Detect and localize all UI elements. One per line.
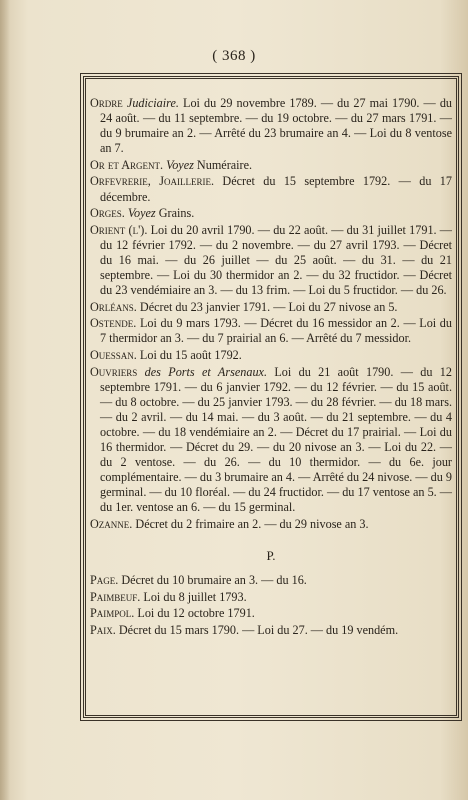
entry-heading bbox=[90, 573, 118, 587]
entry-text: Loi du 8 juillet 1793. bbox=[140, 589, 247, 604]
index-entry bbox=[90, 158, 452, 173]
entry-heading-text: Or et Argent. bbox=[90, 157, 164, 172]
index-entry bbox=[90, 623, 452, 638]
entry-heading bbox=[90, 174, 214, 188]
entry-heading-text: Orléans. bbox=[90, 299, 137, 314]
entry-heading bbox=[90, 348, 137, 362]
index-entry bbox=[90, 174, 452, 204]
index-entry bbox=[90, 573, 452, 588]
entry-heading bbox=[90, 365, 267, 379]
entry-heading-italic: Voyez bbox=[166, 157, 194, 172]
entry-text: Décret du 15 septembre 1792. — du 17 décembre. bbox=[100, 174, 452, 204]
entry-heading bbox=[90, 206, 156, 220]
entry-text: Loi du 21 août 1790. — du 12 septembre 1791. — du 6 janvier 1792. — du 12 février. — du 15 août. — du 8 octobre. — du 25 janvier 1793. — du 28 février. — du 18 mars. — du 2 avril. — du 14 mai. — du 3 août. — du 21 septembre. — du 4 octobre. — du 18 vendémiaire an 2. — Décret du 17 prairial. — Loi du 16 thermidor. — Décret du 29. — du 20 nivose an 3. — Loi du 22. — du 2 ventose. — du 26. — du 10 thermidor. — du 6e. jour complémentaire. — du 3 brumaire an 4. — Arrêté du 24 nivose. — du 9 germinal. — du 10 floréal. — du 24 fructidor. — du 17 ventose an 5. — du 1er. ventose an 6. — du 15 germinal. bbox=[100, 364, 452, 515]
page-gutter-shadow bbox=[0, 0, 10, 800]
entry-heading bbox=[90, 623, 116, 637]
index-entry bbox=[90, 316, 452, 346]
entry-heading-text: Orient (l'). bbox=[90, 222, 148, 237]
index-entry bbox=[90, 223, 452, 298]
entry-heading bbox=[90, 606, 134, 620]
index-entry bbox=[90, 517, 452, 532]
index-entry bbox=[90, 606, 452, 621]
entry-heading-text: Orges. bbox=[90, 206, 125, 221]
entry-heading bbox=[90, 300, 137, 314]
index-entry bbox=[90, 96, 452, 156]
entries-section-o bbox=[90, 96, 452, 532]
entries-section-p bbox=[90, 573, 452, 638]
entry-text: Décret du 10 brumaire an 3. — du 16. bbox=[118, 573, 307, 588]
entry-heading bbox=[90, 590, 140, 604]
entry-heading bbox=[90, 158, 194, 172]
entry-heading-text: Ostende. bbox=[90, 316, 137, 331]
entry-text: Grains. bbox=[155, 206, 195, 221]
section-letter: P. bbox=[266, 548, 276, 564]
entry-heading-text: Ordre bbox=[90, 96, 123, 110]
entry-heading bbox=[90, 96, 179, 110]
entry-text: Décret du 15 mars 1790. — Loi du 27. — du 19 vendém. bbox=[115, 623, 399, 637]
entry-text: Loi du 9 mars 1793. — Décret du 16 messidor an 2. — Loi du 7 thermidor an 3. — du 7 prairial an 6. — Arrêté du 7 messidor. bbox=[100, 316, 452, 346]
entry-heading-italic: Voyez bbox=[127, 206, 156, 221]
index-entry bbox=[90, 300, 452, 315]
entry-heading-italic: des Ports et Arsenaux. bbox=[144, 364, 267, 379]
entry-heading-italic: Judiciaire. bbox=[126, 96, 179, 110]
entry-text: Loi du 29 novembre 1789. — du 27 mai 1790. — du 24 août. — du 11 septembre. — du 19 octobre. — du 27 mars 1791. — du 9 brumaire an 2. — Arrêté du 23 brumaire an 4. — Loi du 8 ventose an 7. bbox=[100, 96, 453, 156]
entry-heading-text: Paix. bbox=[90, 623, 116, 637]
entry-heading-text: Orfevrerie, Joaillerie. bbox=[90, 174, 215, 189]
entry-heading bbox=[90, 223, 147, 237]
index-entry bbox=[90, 365, 452, 516]
index-content bbox=[90, 96, 452, 640]
entry-heading-text: Paimbeuf. bbox=[90, 589, 141, 604]
entry-heading-text: Ozanne. bbox=[90, 517, 133, 532]
index-entry bbox=[90, 590, 452, 605]
entry-text: Numéraire. bbox=[193, 157, 253, 172]
entry-text: Loi du 15 août 1792. bbox=[136, 348, 242, 362]
entry-heading-text: Paimpol. bbox=[90, 606, 135, 621]
entry-text: Loi du 20 avril 1790. — du 22 août. — du 31 juillet 1791. — du 12 février 1792. — du 2 novembre. — du 27 avril 1793. — Décret du 16 mai. — du 26 juillet — du 25 août. — du 31. — du 21 septembre. — Loi du 30 thermidor an 2. — du 32 fructidor. — Décret du 23 vendémiaire an 3. — du 13 frim. — Loi du 5 fructidor. — du 26. bbox=[100, 222, 452, 298]
entry-heading-text: Ouvriers bbox=[90, 364, 138, 379]
entry-text: Décret du 2 frimaire an 2. — du 29 nivose an 3. bbox=[132, 517, 369, 532]
entry-text: Décret du 23 janvier 1791. — Loi du 27 nivose an 5. bbox=[136, 299, 398, 314]
entry-text: Loi du 12 octobre 1791. bbox=[134, 606, 255, 621]
entry-heading-text: Ouessan. bbox=[90, 348, 137, 362]
index-entry bbox=[90, 206, 452, 221]
entry-heading bbox=[90, 316, 136, 330]
entry-heading-text: Page. bbox=[90, 573, 119, 588]
entry-heading bbox=[90, 517, 132, 531]
page-number: ( 368 ) bbox=[212, 48, 256, 64]
index-entry bbox=[90, 348, 452, 363]
